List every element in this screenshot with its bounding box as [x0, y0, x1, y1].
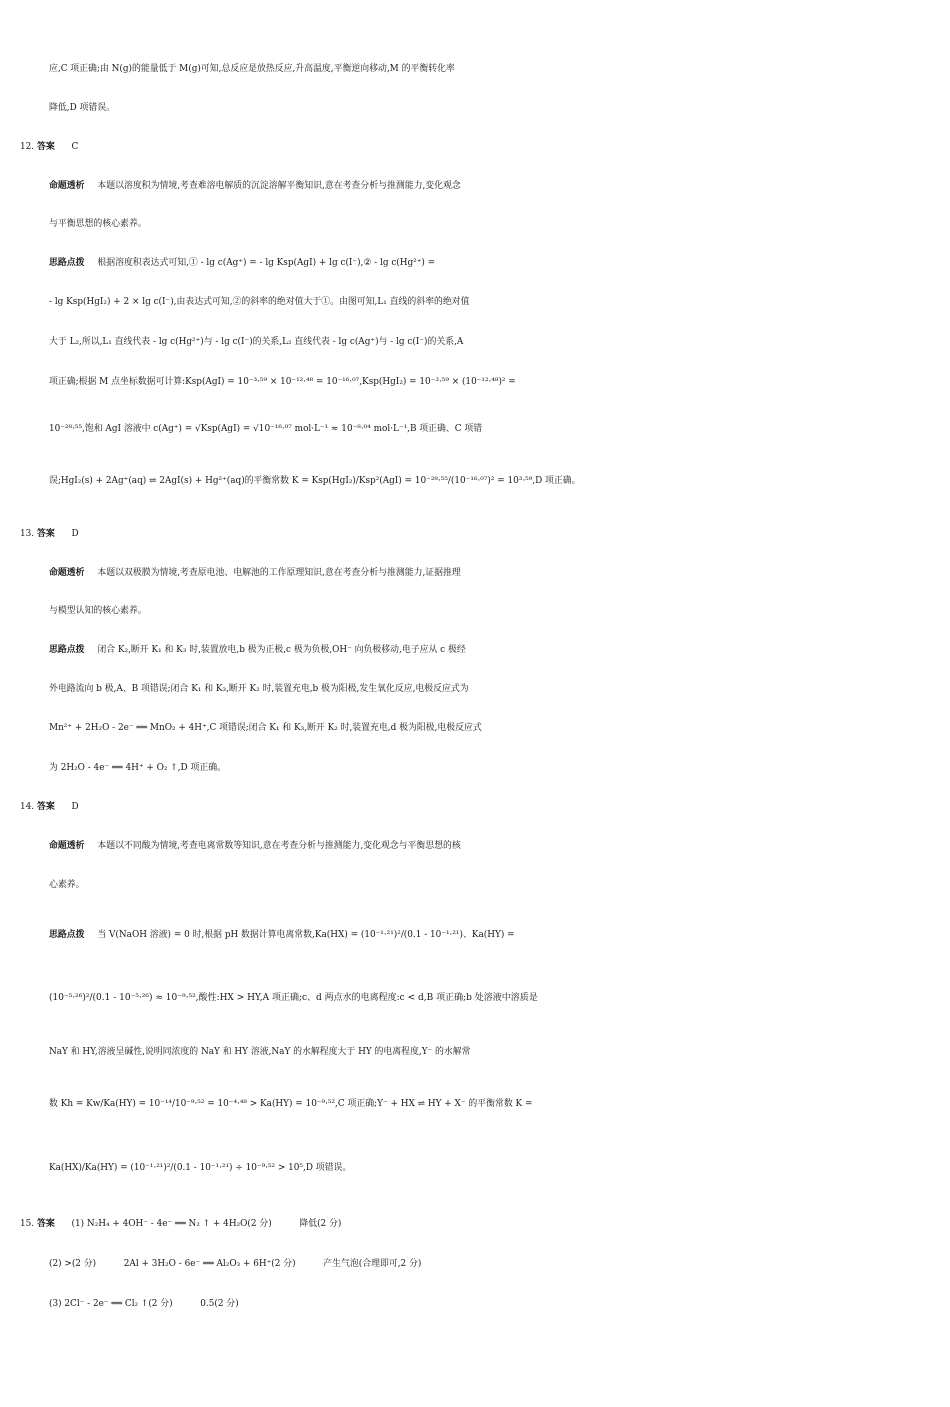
q13-hint-text-1: 闭合 K₂,断开 K₁ 和 K₃ 时,装置放电,b 极为正极,c 极为负极,OH⁻ 向负极移动,电子应从 c 极经: [97, 645, 466, 655]
q13-perspective-text-1: 本题以双极膜为情境,考查原电池、电解池的工作原理知识,意在考查分析与推测能力,证据推理: [97, 568, 461, 578]
q12-answer-label: 答案: [36, 142, 55, 152]
q15-line-2: [49, 1253, 950, 1275]
q13-header: [20, 523, 950, 545]
q14-header: [20, 796, 950, 818]
q13-hint-label: 思路点拨: [49, 645, 85, 655]
q12-perspective-label: 命题透析: [49, 181, 85, 191]
q15-number: 15.: [20, 1219, 35, 1229]
q15-line-1-a: (1) N₂H₄ + 4OH⁻ - 4e⁻ ══ N₂ ↑ + 4H₂O(2 分): [71, 1219, 272, 1229]
q13-hint-line-1: [49, 639, 950, 661]
q12-perspective-line-1: [49, 175, 950, 197]
q14-hint-line-2: (10⁻⁵·²⁶)²/(0.1 - 10⁻⁵·²⁶) ≈ 10⁻⁹·⁵²,酸性:HX > HY,A 项正确;c、d 两点水的电离程度:c < d,B 项正确;b 处溶液中溶质是: [49, 993, 538, 1003]
q15-line-1-b: 降低(2 分): [299, 1219, 342, 1229]
q15-line-3-a: (3) 2Cl⁻ - 2e⁻ ══ Cl₂ ↑(2 分): [49, 1299, 173, 1309]
q13-perspective-line-2: 与模型认知的核心素养。: [49, 606, 147, 616]
q15-answer-label: 答案: [36, 1219, 55, 1229]
q12-number: 12.: [20, 142, 35, 152]
q12-hint-line-4: 项正确;根据 M 点坐标数据可计算:Ksp(AgI) = 10⁻³·⁵⁹ × 10⁻¹²·⁴⁸ = 10⁻¹⁶·⁰⁷,Ksp(HgI₂) = 10⁻³·⁵⁹ × (10⁻¹²·⁴⁸)² =: [49, 377, 516, 387]
q12-header: [20, 136, 950, 158]
q13-perspective-label: 命题透析: [49, 568, 85, 578]
q15-line-3: [49, 1293, 950, 1315]
q13-hint-line-2: 外电路流向 b 极,A、B 项错误;闭合 K₁ 和 K₃,断开 K₂ 时,装置充电,b 极为阳极,发生氧化反应,电极反应式为: [49, 684, 469, 694]
q15-line-2-c: 产生气泡(合理即可,2 分): [323, 1259, 422, 1269]
q12-perspective-line-2: 与平衡思想的核心素养。: [49, 219, 147, 229]
q15-line-2-a: (2) >(2 分): [49, 1259, 97, 1269]
q12-hint-text-1: 根据溶度积表达式可知,① - lg c(Ag⁺) = - lg Ksp(AgI) + lg c(I⁻),② - lg c(Hg²⁺) =: [97, 258, 436, 268]
q13-number: 13.: [20, 529, 35, 539]
q14-hint-line-5: Ka(HX)/Ka(HY) = (10⁻¹·²¹)²/(0.1 - 10⁻¹·²¹) ÷ 10⁻⁹·⁵² > 10⁵,D 项错误。: [49, 1163, 352, 1173]
q14-perspective-text-1: 本题以不同酸为情境,考查电离常数等知识,意在考查分析与推测能力,变化观念与平衡思想的核: [97, 841, 461, 851]
q12-perspective-text-1: 本题以溶度积为情境,考查难溶电解质的沉淀溶解平衡知识,意在考查分析与推测能力,变化观念: [97, 181, 461, 191]
q12-hint-label: 思路点拨: [49, 258, 85, 268]
q15-line-2-b: 2Al + 3H₂O - 6e⁻ ══ Al₂O₃ + 6H⁺(2 分): [123, 1259, 296, 1269]
q14-hint-line-1: [49, 924, 950, 946]
intro-line-2: 降低,D 项错误。: [49, 103, 116, 113]
q13-hint-line-4: 为 2H₂O - 4e⁻ ══ 4H⁺ + O₂ ↑,D 项正确。: [49, 763, 226, 773]
q12-hint-line-2: - lg Ksp(HgI₂) + 2 × lg c(I⁻),由表达式可知,②的斜率的绝对值大于①。由图可知,L₁ 直线的斜率的绝对值: [49, 297, 470, 307]
q12-answer: C: [71, 142, 79, 152]
q14-perspective-label: 命题透析: [49, 841, 85, 851]
q14-perspective-line-1: [49, 835, 950, 857]
q14-hint-label: 思路点拨: [49, 930, 85, 940]
q14-number: 14.: [20, 802, 35, 812]
q13-answer: D: [71, 529, 79, 539]
intro-line-1: 应,C 项正确;由 N(g)的能量低于 M(g)可知,总反应是放热反应,升高温度,平衡逆向移动,M 的平衡转化率: [49, 64, 455, 74]
q13-perspective-line-1: [49, 562, 950, 584]
q13-hint-line-3: Mn²⁺ + 2H₂O - 2e⁻ ══ MnO₂ + 4H⁺,C 项错误;闭合 K₁ 和 K₃,断开 K₂ 时,装置充电,d 极为阳极,电极反应式: [49, 723, 482, 733]
q13-answer-label: 答案: [36, 529, 55, 539]
q14-hint-line-3: NaY 和 HY,溶液呈碱性,说明同浓度的 NaY 和 HY 溶液,NaY 的水解程度大于 HY 的电离程度,Y⁻ 的水解常: [49, 1047, 471, 1057]
q12-hint-line-3: 大于 L₂,所以,L₁ 直线代表 - lg c(Hg²⁺)与 - lg c(I⁻)的关系,L₂ 直线代表 - lg c(Ag⁺)与 - lg c(I⁻)的关系,A: [49, 337, 464, 347]
q15-header: [20, 1213, 950, 1235]
q12-hint-line-1: [49, 252, 950, 274]
q14-hint-text-1: 当 V(NaOH 溶液) = 0 时,根据 pH 数据计算电离常数,Ka(HX) = (10⁻¹·²¹)²/(0.1 - 10⁻¹·²¹)、Ka(HY) =: [97, 930, 515, 940]
q14-answer: D: [71, 802, 79, 812]
q15-line-3-b: 0.5(2 分): [200, 1299, 239, 1309]
q12-hint-line-5: 10⁻²⁸·⁵⁵,饱和 AgI 溶液中 c(Ag⁺) = √Ksp(AgI) = √10⁻¹⁶·⁰⁷ mol·L⁻¹ ≈ 10⁻⁸·⁰⁴ mol·L⁻¹,B 项正确、C 项错: [49, 424, 483, 434]
q14-perspective-line-2: 心素养。: [49, 880, 85, 890]
q12-hint-line-6: 误;HgI₂(s) + 2Ag⁺(aq) ⇌ 2AgI(s) + Hg²⁺(aq)的平衡常数 K = Ksp(HgI₂)/Ksp²(AgI) = 10⁻²⁸·⁵⁵/(10⁻¹⁶·⁰⁷)² = 10³·⁵⁹,D 项正确。: [49, 476, 581, 486]
q14-hint-line-4: 数 Kh = Kw/Ka(HY) = 10⁻¹⁴/10⁻⁹·⁵² = 10⁻⁴·⁴⁸ > Ka(HY) = 10⁻⁹·⁵²,C 项正确;Y⁻ + HX ⇌ HY + X⁻ 的平衡常数 K =: [49, 1099, 533, 1109]
q14-answer-label: 答案: [36, 802, 55, 812]
